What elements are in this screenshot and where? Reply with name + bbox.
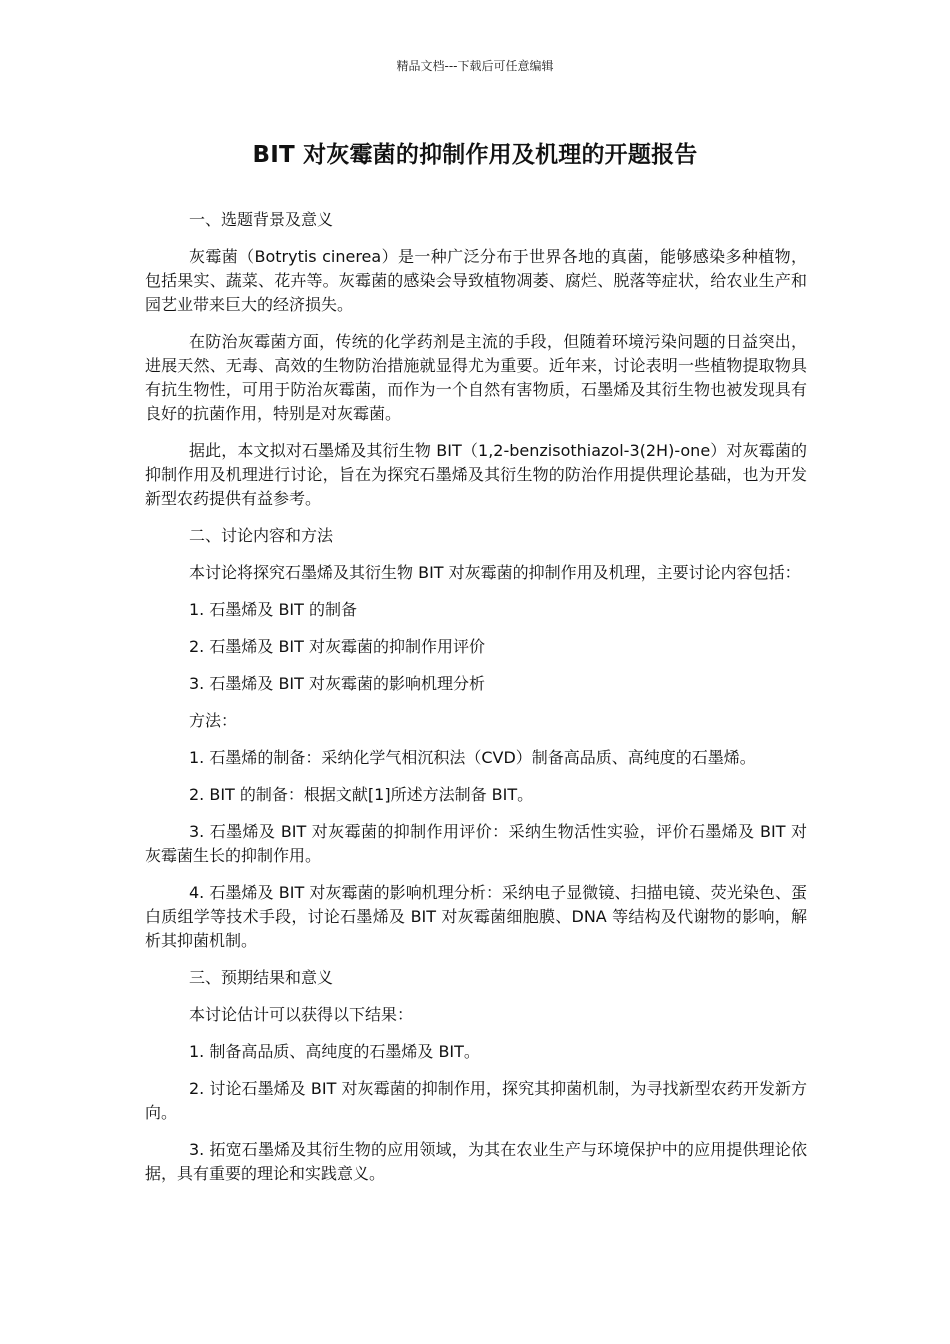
list-item-content-3: 3. 石墨烯及 BIT 对灰霉菌的影响机理分析 [189, 674, 485, 693]
list-item-result-3: 3. 拓宽石墨烯及其衍生物的应用领域，为其在农业生产与环境保护中的应用提供理论依据，具有重要的理论和实践意义。 [145, 1140, 807, 1183]
paragraph-content-intro: 本讨论将探究石墨烯及其衍生物 BIT 对灰霉菌的抑制作用及机理，主要讨论内容包括： [189, 563, 801, 582]
list-item-method-2: 2. BIT 的制备：根据文献[1]所述方法制备 BIT。 [189, 785, 534, 804]
list-item-result-2: 2. 讨论石墨烯及 BIT 对灰霉菌的抑制作用，探究其抑菌机制，为寻找新型农药开发新方向。 [145, 1079, 807, 1122]
section-heading-content-methods: 二、讨论内容和方法 [189, 526, 334, 545]
list-item-method-1: 1. 石墨烯的制备：采纳化学气相沉积法（CVD）制备高品质、高纯度的石墨烯。 [189, 748, 756, 767]
paragraph-botrytis-intro: 灰霉菌（Botrytis cinerea）是一种广泛分布于世界各地的真菌，能够感染多种植物，包括果实、蔬菜、花卉等。灰霉菌的感染会导致植物凋萎、腐烂、脱落等症状，给农业生产和园艺业带来巨大的经济损失。 [145, 247, 807, 314]
list-item-result-1: 1. 制备高品质、高纯度的石墨烯及 BIT。 [189, 1042, 480, 1061]
page-header: 精品文档---下载后可任意编辑 [396, 59, 554, 73]
section-heading-background: 一、选题背景及意义 [189, 210, 334, 229]
list-item-content-2: 2. 石墨烯及 BIT 对灰霉菌的抑制作用评价 [189, 637, 485, 656]
list-item-method-3: 3. 石墨烯及 BIT 对灰霉菌的抑制作用评价：采纳生物活性实验，评价石墨烯及 BIT 对灰霉菌生长的抑制作用。 [145, 822, 807, 865]
document-title: BIT 对灰霉菌的抑制作用及机理的开题报告 [252, 142, 698, 168]
section-heading-expected-results: 三、预期结果和意义 [189, 968, 334, 987]
paragraph-control-methods: 在防治灰霉菌方面，传统的化学药剂是主流的手段，但随着环境污染问题的日益突出，进展天然、无毒、高效的生物防治措施就显得尤为重要。近年来，讨论表明一些植物提取物具有抗生物性，可用于防治灰霉菌，而作为一个自然有害物质，石墨烯及其衍生物也被发现具有良好的抗菌作用，特别是对灰霉菌。 [145, 332, 807, 423]
list-item-method-4: 4. 石墨烯及 BIT 对灰霉菌的影响机理分析：采纳电子显微镜、扫描电镜、荧光染色、蛋白质组学等技术手段，讨论石墨烯及 BIT 对灰霉菌细胞膜、DNA 等结构及代谢物的影响，解析其抑菌机制。 [145, 883, 807, 950]
paragraph-research-aim: 据此，本文拟对石墨烯及其衍生物 BIT（1,2-benzisothiazol-3(2H)-one）对灰霉菌的抑制作用及机理进行讨论，旨在为探究石墨烯及其衍生物的防治作用提供理论基础，也为开发新型农药提供有益参考。 [145, 441, 807, 508]
paragraph-results-intro: 本讨论估计可以获得以下结果： [189, 1005, 414, 1024]
document-body [145, 208, 807, 1199]
list-item-content-1: 1. 石墨烯及 BIT 的制备 [189, 600, 357, 619]
methods-label: 方法： [189, 711, 238, 730]
